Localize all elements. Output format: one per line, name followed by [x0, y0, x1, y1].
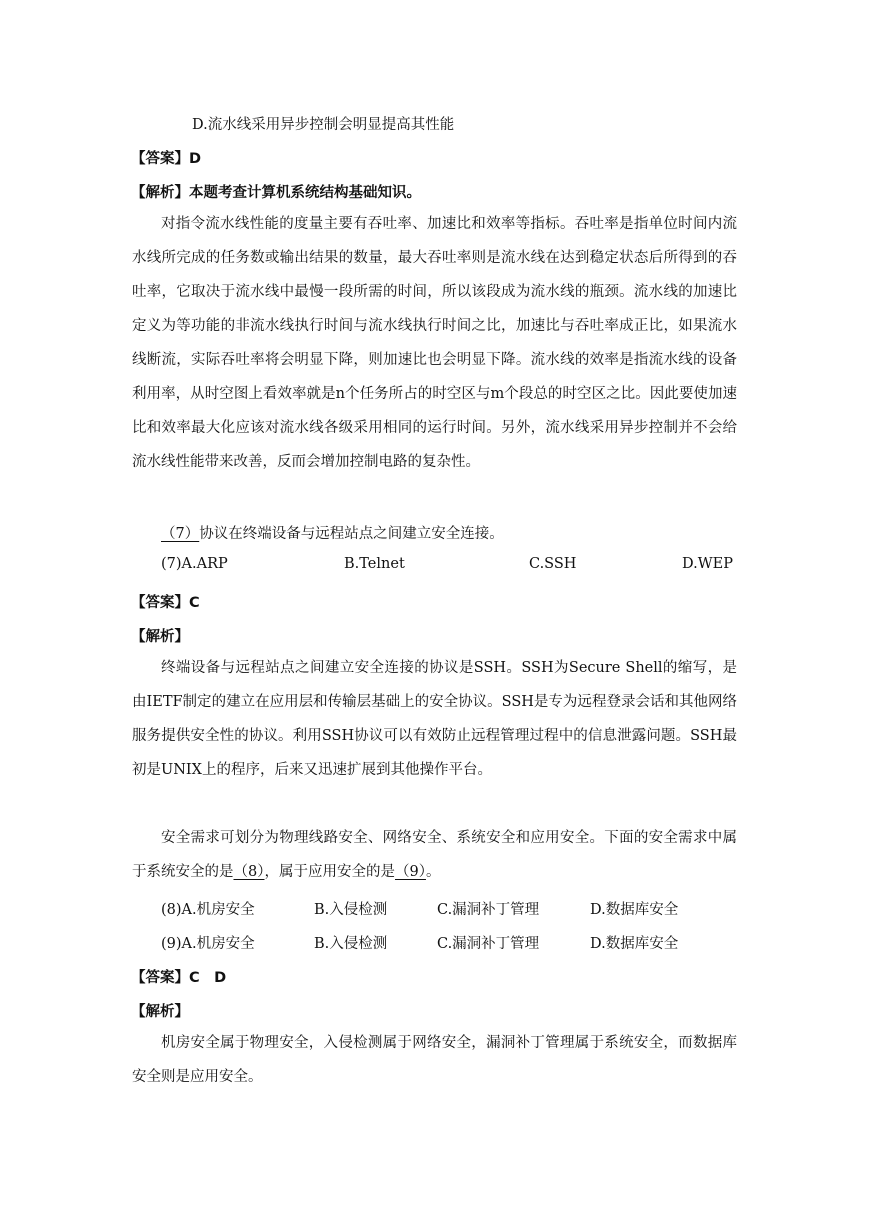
q9-option-c: C.漏洞补丁管理: [437, 936, 540, 952]
q7-option-d: D.WEP: [682, 556, 733, 572]
q89-analysis-header: [131, 1000, 189, 1021]
answer-label: 【答案】: [131, 151, 189, 167]
q9-option-b: B.入侵检测: [314, 936, 388, 952]
q89-stem-part1: 安全需求可划分为物理线路安全、网络安全、系统安全和应用安全。下面的安全需求中属于系统安全的是: [132, 830, 737, 880]
q8-option-d: D.数据库安全: [590, 902, 679, 918]
q8-option-b: B.入侵检测: [314, 902, 388, 918]
q7-answer-line: [131, 591, 200, 612]
q89-stem-paragraph: [132, 821, 737, 889]
analysis-label: 【解析】: [131, 629, 189, 645]
analysis-title: 本题考查计算机系统结构基础知识。: [189, 185, 421, 201]
q7-option-a: (7)A.ARP: [161, 556, 228, 572]
q8-option-c: C.漏洞补丁管理: [437, 902, 540, 918]
answer-value: C D: [189, 970, 227, 986]
q6-analysis-text: 对指令流水线性能的度量主要有吞吐率、加速比和效率等指标。吞吐率是指单位时间内流水线所完成的任务数或输出结果的数量，最大吞吐率则是流水线在达到稳定状态后所得到的吞吐率，它取决于流水线中最慢一段所需的时间，所以该段成为流水线的瓶颈。流水线的加速比定义为等功能的非流水线执行时间与流水线执行时间之比，加速比与吞吐率成正比，如果流水线断流，实际吞吐率将会明显下降，则加速比也会明显下降。流水线的效率是指流水线的设备利用率，从时空图上看效率就是n个任务所占的时空区与m个段总的时空区之比。因此要使加速比和效率最大化应该对流水线各级采用相同的运行时间。另外，流水线采用异步控制并不会给流水线性能带来改善，反而会增加控制电路的复杂性。: [132, 216, 737, 470]
q89-stem-part2: ，属于应用安全的是: [264, 864, 395, 880]
q6-option-d: D.流水线采用异步控制会明显提高其性能: [192, 117, 455, 133]
q9-option-d: D.数据库安全: [590, 936, 679, 952]
q7-stem-text: 协议在终端设备与远程站点之间建立安全连接。: [199, 526, 504, 542]
q9-blank: （9）: [394, 864, 426, 880]
q89-answer-line: [131, 966, 226, 987]
q7-blank: （7）: [161, 526, 200, 542]
answer-label: 【答案】: [131, 595, 189, 611]
answer-value: D: [189, 151, 202, 167]
q7-stem: [161, 522, 504, 543]
q6-answer-line: [131, 147, 201, 168]
answer-value: C: [189, 595, 200, 611]
q89-stem-part3: 。: [425, 864, 441, 880]
q89-stem: [132, 821, 737, 889]
analysis-label: 【解析】: [131, 185, 189, 201]
q8-option-a: (8)A.机房安全: [161, 902, 255, 918]
q6-analysis-paragraph: [132, 207, 737, 479]
answer-label: 【答案】: [131, 970, 189, 986]
q7-option-c: C.SSH: [529, 556, 577, 572]
q89-analysis-paragraph: [132, 1026, 737, 1094]
q7-analysis-paragraph: [132, 651, 737, 787]
analysis-label: 【解析】: [131, 1004, 189, 1020]
q7-analysis-text: 终端设备与远程站点之间建立安全连接的协议是SSH。SSH为Secure Shell的缩写，是由IETF制定的建立在应用层和传输层基础上的安全协议。SSH是专为远程登录会话和其他网络服务提供安全性的协议。利用SSH协议可以有效防止远程管理过程中的信息泄露问题。SSH最初是UNIX上的程序，后来又迅速扩展到其他操作平台。: [132, 660, 737, 778]
q7-option-b: B.Telnet: [344, 556, 405, 572]
q7-analysis-header: [131, 625, 189, 646]
q6-analysis-header: [131, 181, 421, 202]
q9-option-a: (9)A.机房安全: [161, 936, 255, 952]
q8-blank: （8）: [233, 864, 265, 880]
q89-analysis-text: 机房安全属于物理安全，入侵检测属于网络安全，漏洞补丁管理属于系统安全，而数据库安全则是应用安全。: [132, 1035, 737, 1085]
